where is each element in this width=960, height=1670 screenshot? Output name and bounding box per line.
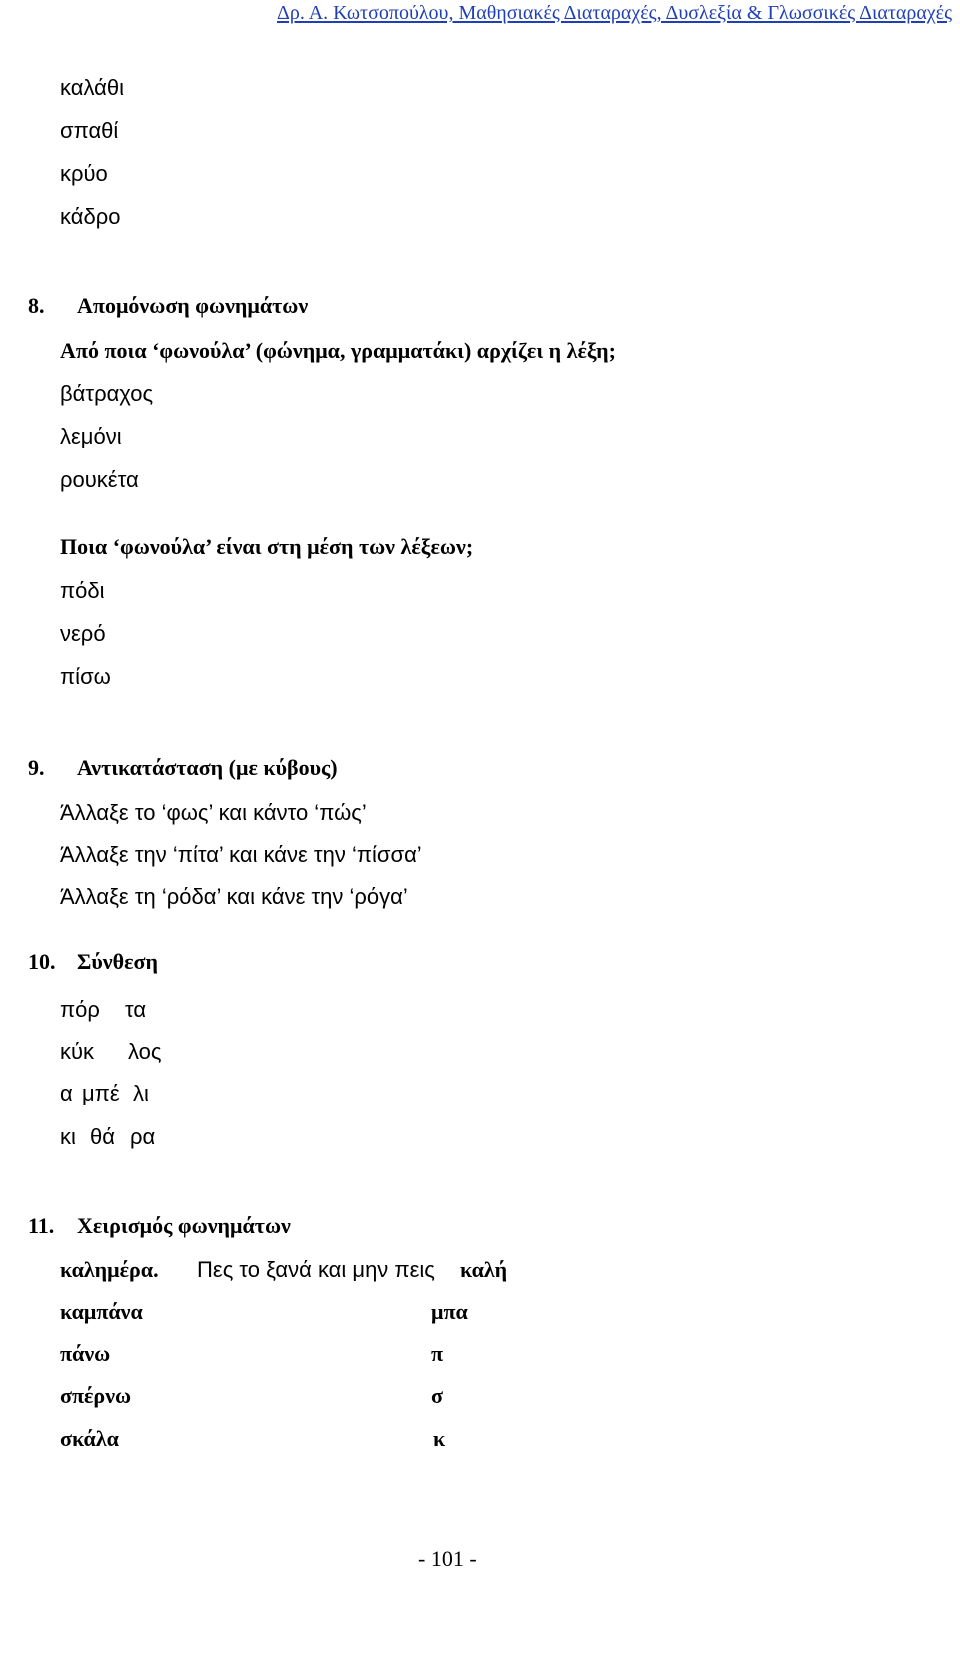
removed-part: καλή [460,1257,508,1282]
list-item: λεμόνι [60,424,122,449]
syllable: α [60,1081,73,1106]
section-title: Σύνθεση [77,949,158,974]
section-title: Χειρισμός φωνημάτων [77,1213,291,1238]
list-item: σπαθί [60,118,119,143]
running-header: Δρ. Α. Κωτσοπούλου, Μαθησιακές Διαταραχές, Δυσλεξία & Γλωσσικές Διαταραχές [276,2,952,24]
list-item: Άλλαξε τη ‘ρόδα’ και κάνε την ‘ρόγα’ [60,884,408,909]
syllable: πόρ [60,997,100,1022]
section-title: Αντικατάσταση (με κύβους) [77,755,338,780]
syllable: λος [128,1039,162,1064]
page-number: - 101 - [418,1546,477,1571]
manipulation-word: σκάλα [60,1426,119,1451]
manipulation-word: σπέρνω [60,1383,132,1408]
manipulation-word: καμπάνα [60,1299,143,1324]
syllable: ρα [130,1124,156,1149]
section-number: 10. [28,949,56,974]
list-item: Άλλαξε το ‘φως’ και κάντο ‘πώς’ [60,800,367,825]
question: Από ποια ‘φωνούλα’ (φώνημα, γραμματάκι) αρχίζει η λέξη; [60,338,616,363]
syllable: κύκ [60,1039,95,1064]
section-title: Απομόνωση φωνημάτων [77,293,309,318]
removed-part: π [431,1341,444,1366]
syllable: τα [125,997,147,1022]
instruction-text: Πες το ξανά και μην πεις [197,1257,435,1282]
manipulation-word: πάνω [60,1341,111,1366]
list-item: κάδρο [60,204,121,229]
section-number: 8. [28,293,45,318]
syllable: λι [133,1081,149,1106]
syllable-row [60,1041,162,1063]
removed-part: μπα [431,1299,468,1324]
syllable: θά [90,1124,115,1149]
syllable-row [60,1083,149,1105]
list-item: πόδι [60,578,105,603]
syllable: κι [60,1124,76,1149]
list-item: κρύο [60,161,108,186]
list-item: νερό [60,621,106,646]
section-number: 11. [28,1213,55,1238]
list-item: πίσω [60,664,111,689]
list-item: βάτραχος [60,381,154,406]
syllable-row [60,999,146,1021]
list-item: Άλλαξε την ‘πίτα’ και κάνε την ‘πίσσα’ [60,842,422,867]
section-number: 9. [28,755,45,780]
removed-part: κ [433,1426,446,1451]
manipulation-word: καλημέρα. [60,1257,159,1282]
question: Ποια ‘φωνούλα’ είναι στη μέση των λέξεων; [60,534,474,559]
syllable: μπέ [82,1081,120,1106]
syllable-row [60,1126,155,1148]
list-item: καλάθι [60,75,124,100]
removed-part: σ [431,1383,443,1408]
list-item: ρουκέτα [60,467,139,492]
